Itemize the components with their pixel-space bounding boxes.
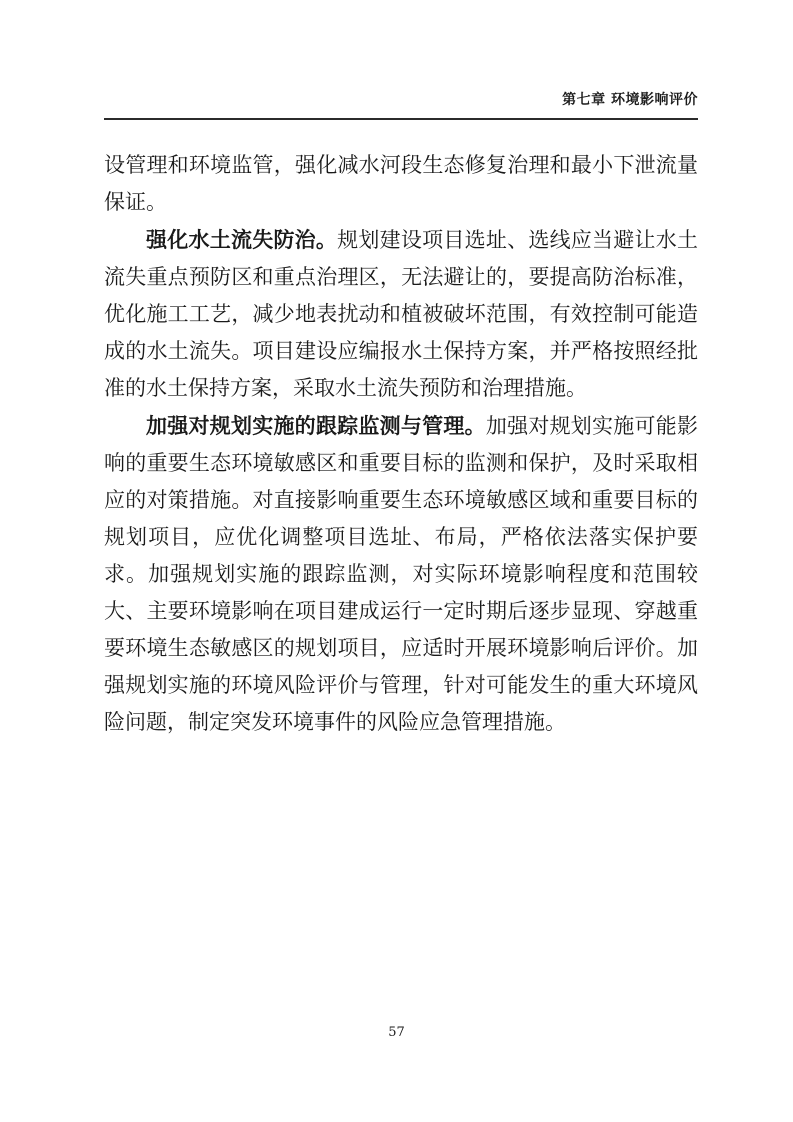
paragraph: 加强对规划实施的跟踪监测与管理。加强对规划实施可能影响的重要生态环境敏感区和重要目标的监测和保护，及时采取相应的对策措施。对直接影响重要生态环境敏感区域和重要目标的规划项目，应优化调整项目选址、布局，严格依法落实保护要求。加强规划实施的跟踪监测，对实际环境影响程度和范围较大、主要环境影响在项目建成运行一定时期后逐步显现、穿越重要环境生态敏感区的规划项目，应适时开展环境影响后评价。加强规划实施的环境风险评价与管理，针对可能发生的重大环境风险问题，制定突发环境事件的风险应急管理措施。 [104, 413, 699, 734]
paragraph-lead: 加强对规划实施的跟踪监测与管理。 [146, 413, 486, 438]
paragraph-lead: 强化水土流失防治。 [146, 227, 338, 252]
running-header: 第七章 环境影响评价 [562, 92, 698, 108]
document-body [104, 147, 698, 741]
page-footer [0, 1021, 793, 1040]
paragraph: 设管理和环境监管，强化减水河段生态修复治理和最小下泄流量保证。 [104, 153, 698, 214]
page-number: 57 [388, 1025, 405, 1040]
paragraph: 强化水土流失防治。规划建设项目选址、选线应当避让水土流失重点预防区和重点治理区，无法避让的，要提高防治标准，优化施工工艺，减少地表扰动和植被破坏范围，有效控制可能造成的水土流失。项目建设应编报水土保持方案，并严格按照经批准的水土保持方案，采取水土流失预防和治理措施。 [104, 227, 699, 400]
header-rule [104, 118, 698, 120]
